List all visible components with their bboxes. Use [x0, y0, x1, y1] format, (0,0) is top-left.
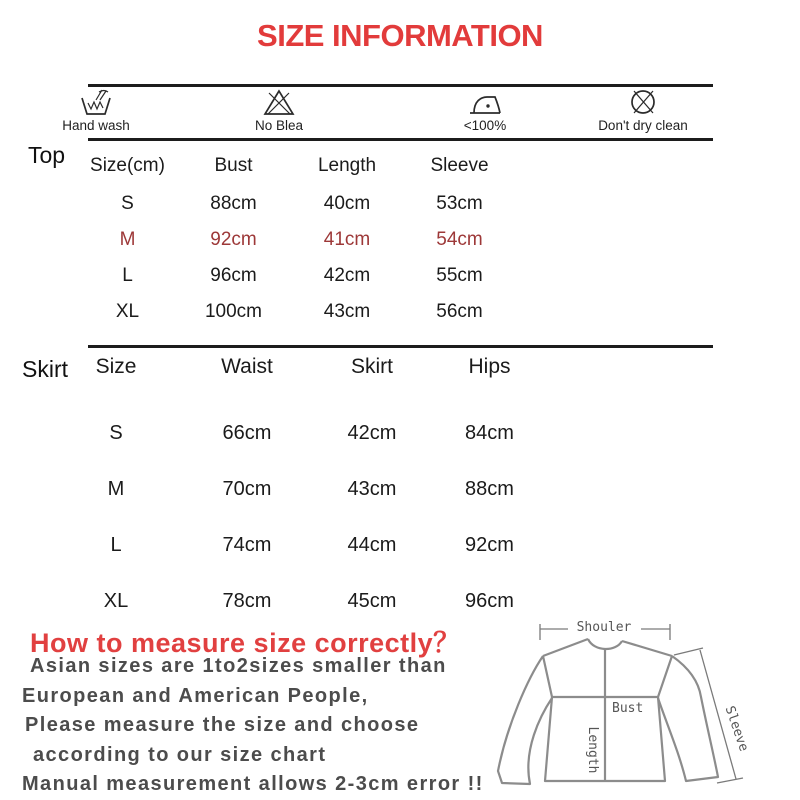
section-label-top: Top — [28, 142, 66, 168]
table-cell: 43cm — [347, 477, 397, 500]
column-header: Size — [95, 355, 137, 378]
table-cell: 40cm — [323, 193, 371, 214]
sleeve-dimension-label: Sleeve — [721, 704, 752, 754]
guide-line: Please measure the size and choose — [25, 714, 420, 736]
table-cell-highlighted: M — [119, 229, 136, 250]
column-header: Waist — [221, 355, 273, 378]
table-cell: 92cm — [465, 533, 514, 556]
table-cell: 78cm — [222, 589, 272, 612]
column-header: Hips — [468, 355, 511, 378]
table-cell: 56cm — [436, 301, 483, 322]
divider-top — [88, 84, 713, 87]
table-cell: 88cm — [465, 477, 514, 500]
table-cell: L — [110, 533, 122, 556]
section-label-skirt: Skirt — [22, 356, 68, 382]
table-cell: 55cm — [436, 265, 483, 286]
table-cell: 96cm — [465, 589, 514, 612]
table-cell: S — [109, 421, 123, 444]
table-cell: L — [122, 265, 133, 286]
table-cell: 74cm — [222, 533, 272, 556]
table-cell: XL — [115, 301, 140, 322]
care-item-no-bleach — [199, 88, 359, 133]
care-item-no-dry-clean — [563, 88, 723, 133]
table-cell: M — [107, 477, 125, 500]
table-cell: 70cm — [222, 477, 272, 500]
shirt-measure-diagram — [490, 600, 800, 800]
guide-line: Manual measurement allows 2-3cm error !! — [22, 773, 484, 795]
measure-guide-text — [22, 652, 522, 800]
table-cell-highlighted: 54cm — [436, 229, 483, 250]
guide-line: Asian sizes are 1to2sizes smaller than — [30, 655, 447, 677]
table-cell: 100cm — [204, 301, 263, 322]
table-cell: XL — [103, 589, 129, 612]
table-cell: 84cm — [465, 421, 514, 444]
skirt-size-table — [60, 349, 557, 629]
no-bleach-icon — [260, 88, 298, 116]
length-dimension-label: Length — [585, 726, 600, 774]
column-header: Length — [317, 155, 377, 176]
table-cell-highlighted: 41cm — [323, 229, 371, 250]
page-title: SIZE INFORMATION — [257, 18, 543, 53]
bust-dimension-label: Bust — [612, 701, 644, 716]
table-cell: 45cm — [347, 589, 397, 612]
care-item-hand-wash — [16, 88, 176, 133]
column-header: Size(cm) — [90, 155, 165, 176]
shoulder-dimension-label: Shouler — [576, 620, 632, 635]
table-cell: S — [121, 193, 134, 214]
column-header: Sleeve — [430, 155, 489, 176]
guide-line: European and American People, — [22, 684, 369, 707]
table-cell: 53cm — [436, 193, 483, 214]
table-cell: 96cm — [210, 265, 257, 286]
table-cell: 44cm — [347, 533, 397, 556]
care-label: No Blea — [254, 118, 304, 133]
table-cell: 66cm — [222, 421, 272, 444]
care-item-iron-low — [405, 88, 565, 133]
guide-line: according to our size chart — [33, 743, 327, 766]
column-header: Bust — [214, 155, 253, 176]
table-cell: 43cm — [323, 301, 371, 322]
table-cell: 42cm — [323, 265, 371, 286]
top-size-table — [75, 150, 512, 330]
divider-care — [88, 138, 713, 141]
iron-low-icon — [466, 88, 504, 116]
care-label: Don't dry clean — [598, 118, 688, 133]
table-cell: 88cm — [210, 193, 257, 214]
divider-tables — [88, 345, 713, 348]
care-label: Hand wash — [62, 118, 130, 133]
table-cell-highlighted: 92cm — [210, 229, 257, 250]
column-header: Skirt — [351, 355, 393, 378]
care-label: <100% — [463, 118, 507, 133]
no-dry-clean-icon — [624, 88, 662, 116]
table-cell: 42cm — [347, 421, 397, 444]
measure-guide-heading: How to measure size correctly？ — [30, 628, 461, 658]
hand-wash-icon — [77, 88, 115, 116]
